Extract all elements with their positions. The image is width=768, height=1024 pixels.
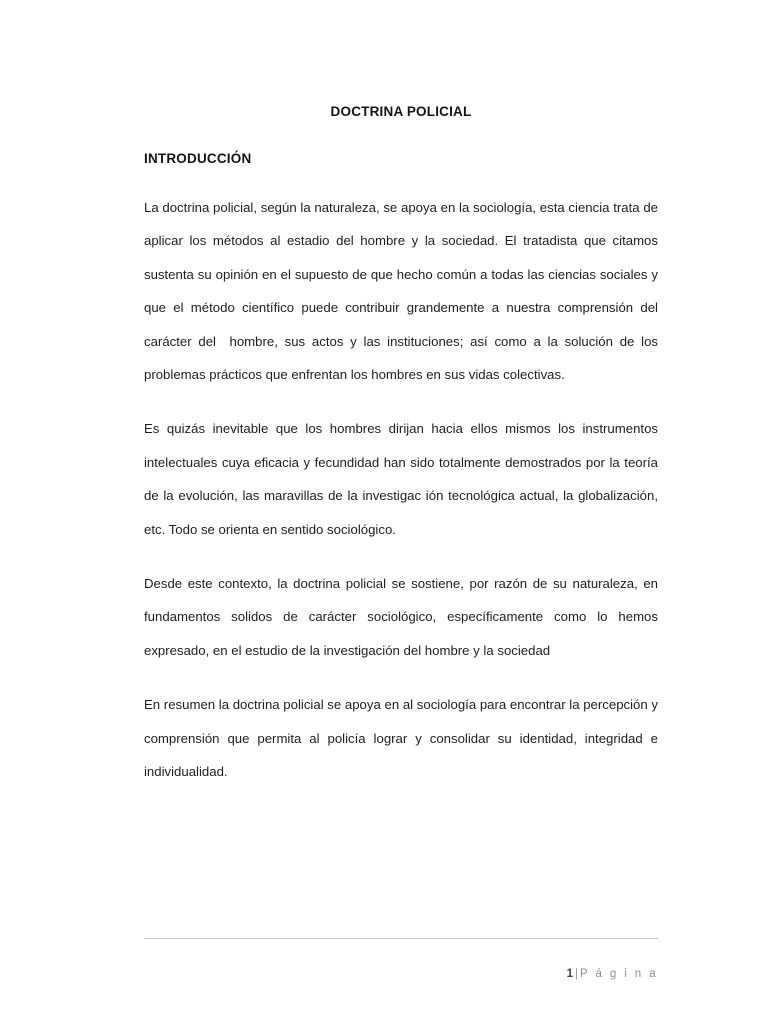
page-footer (144, 938, 658, 1004)
footer-page-indicator (144, 939, 658, 1004)
document-content (144, 0, 662, 789)
footer-separator: | (575, 968, 579, 980)
footer-page-label: P á g i n a (580, 968, 658, 980)
page-title: DOCTRINA POLICIAL (330, 104, 472, 119)
body-paragraph-3: Desde este contexto, la doctrina policial se sostiene, por razón de su naturaleza, en fundamentos solidos de carácter sociológico, específicamente como lo hemos expresado, en el estudio de la investigación del hombre y la sociedad (144, 576, 662, 658)
body-paragraph-4: En resumen la doctrina policial se apoya en al sociología para encontrar la percepción y comprensión que permita al policía lograr y consolidar su identidad, integridad e individualidad. (144, 697, 662, 780)
body-paragraph-2: Es quizás inevitable que los hombres dirijan hacia ellos mismos los instrumentos intelectuales cuya eficacia y fecundidad han sido totalmente demostrados por la teoría de la evolución, las maravillas de la investigac ión tecnológica actual, la globalización, etc. Todo se orienta en sentido sociológico. (144, 421, 662, 537)
section-heading-introduccion: INTRODUCCIÓN (144, 151, 252, 166)
body-paragraph-1: La doctrina policial, según la naturaleza, se apoya en la sociología, esta ciencia trata de aplicar los métodos al estadio del hombre y la sociedad. El tratadista que citamos sustenta su opinión en el supuesto de que hecho común a todas las ciencias sociales y que el método científico puede contribuir grandemente a nuestra comprensión del carácter del hombre, sus actos y las instituciones; así como a la solución de los problemas prácticos que enfrentan los hombres en sus vidas colectivas. (144, 200, 662, 383)
footer-page-number: 1 (566, 968, 574, 980)
